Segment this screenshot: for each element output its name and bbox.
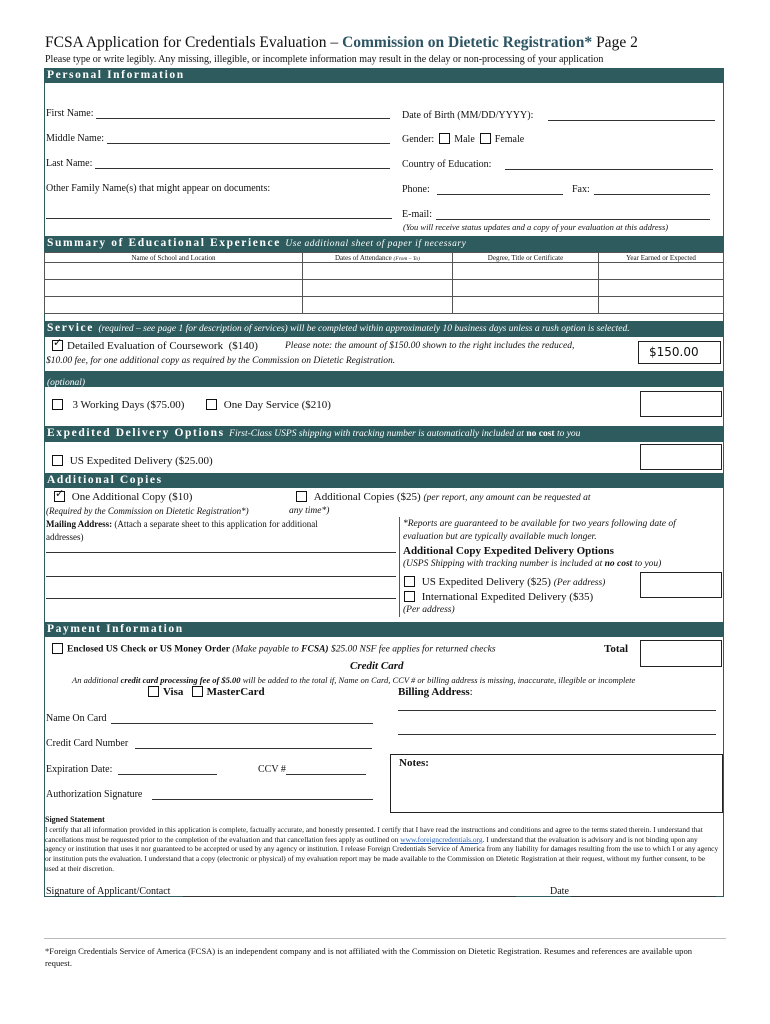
check-checkbox[interactable] xyxy=(52,643,63,654)
one-copy-checkbox[interactable] xyxy=(54,491,65,502)
table-row xyxy=(45,280,724,297)
additional-copies-option[interactable]: Additional Copies ($25) (per report, any amount can be requested at xyxy=(296,491,591,503)
table-row xyxy=(45,297,724,314)
additional-copies-heading: Additional Copies xyxy=(44,473,724,488)
payment-heading: Payment Information xyxy=(44,622,724,637)
service-heading: Service (required – see page 1 for description of services) will be completed within approximately 10 business days unless a rush option is selected. xyxy=(44,321,724,337)
personal-info-heading: Personal Information xyxy=(44,68,724,83)
country-field[interactable] xyxy=(505,169,713,170)
one-copy-note: (Required by the Commission on Dietetic Registration*) xyxy=(46,506,249,516)
expedited-amount-box[interactable] xyxy=(640,444,722,470)
detailed-evaluation-option[interactable]: ✓Detailed Evaluation of Coursework ($140) xyxy=(52,340,258,352)
expiration-field[interactable] xyxy=(118,774,217,775)
notes-box[interactable] xyxy=(390,754,723,813)
copy-intl-expedited-checkbox[interactable] xyxy=(404,591,415,602)
cc-number-label: Credit Card Number xyxy=(46,738,129,749)
name-on-card-field[interactable] xyxy=(111,723,373,724)
billing-address-label: Billing Address: xyxy=(398,686,473,698)
copies-amount-box[interactable] xyxy=(640,572,722,598)
service-amount-box[interactable]: $150.00 xyxy=(638,341,721,364)
date-field[interactable] xyxy=(571,896,716,897)
expedited-heading: Expedited Delivery Options First-Class USPS shipping with tracking number is automatically included at no cost to you xyxy=(44,426,724,442)
one-day-checkbox[interactable] xyxy=(206,399,217,410)
cc-fee-note: An additional credit card processing fee of $5.00 will be added to the total if, Name on Card, CCV # or billing address is missing, inaccurate, illegible or incomplete xyxy=(72,675,636,685)
detailed-note-b: $10.00 fee, for one additional copy as required by the Commission on Dietetic Registration. xyxy=(46,356,396,366)
last-name-field[interactable] xyxy=(95,168,390,169)
other-names-field[interactable] xyxy=(46,218,392,219)
phone-field[interactable] xyxy=(437,194,563,195)
email-note: (You will receive status updates and a copy of your evaluation at this address) xyxy=(403,222,669,232)
ccv-label: CCV # xyxy=(258,764,286,775)
us-expedited-checkbox[interactable] xyxy=(52,455,63,466)
col-year: Year Earned or Expected xyxy=(599,253,724,263)
notes-label: Notes: xyxy=(399,757,429,769)
total-amount-box[interactable] xyxy=(640,640,722,667)
visa-checkbox[interactable] xyxy=(148,686,159,697)
three-day-option[interactable]: 3 Working Days ($75.00) xyxy=(52,399,184,411)
col-dates: Dates of Attendance (From – To) xyxy=(303,253,453,263)
last-name-label: Last Name: xyxy=(46,158,93,169)
table-row xyxy=(45,263,724,280)
education-table xyxy=(44,252,724,314)
middle-name-label: Middle Name: xyxy=(46,133,105,144)
dob-label: Date of Birth (MM/DD/YYYY): xyxy=(402,110,534,121)
billing-line-1[interactable] xyxy=(398,710,716,711)
optional-bar: (optional) xyxy=(44,371,724,387)
ccv-field[interactable] xyxy=(286,774,366,775)
other-names-label: Other Family Name(s) that might appear on documents: xyxy=(46,183,271,194)
email-label: E-mail: xyxy=(402,209,432,220)
mailing-line-2[interactable] xyxy=(46,576,396,577)
fax-field[interactable] xyxy=(594,194,710,195)
one-day-option[interactable]: One Day Service ($210) xyxy=(206,399,331,411)
gender-group: Gender: Male Female xyxy=(402,134,525,145)
auth-signature-label: Authorization Signature xyxy=(46,789,143,800)
footer-note: *Foreign Credentials Service of America (FCSA) is an independent company and is not affiliated with the Commission on Dietetic Registration. Resumes and references are available upon request. xyxy=(45,946,693,968)
auth-signature-field[interactable] xyxy=(152,799,373,800)
three-day-checkbox[interactable] xyxy=(52,399,63,410)
country-label: Country of Education: xyxy=(402,159,492,170)
fcsa-website-link[interactable]: www.foreigncredentials.org xyxy=(400,834,483,844)
one-copy-option[interactable]: ✓ One Additional Copy ($10) xyxy=(54,491,192,503)
cc-number-field[interactable] xyxy=(135,748,372,749)
copy-intl-expedited-option[interactable]: International Expedited Delivery ($35) xyxy=(404,591,593,603)
mailing-line-3[interactable] xyxy=(46,598,396,599)
middle-name-field[interactable] xyxy=(107,143,390,144)
additional-copies-note: any time*) xyxy=(289,506,330,516)
applicant-signature-field[interactable] xyxy=(183,896,516,897)
first-name-label: First Name: xyxy=(46,108,94,119)
applicant-signature-label: Signature of Applicant/Contact xyxy=(46,886,171,897)
mailing-line-1[interactable] xyxy=(46,552,396,553)
copy-expedited-heading: Additional Copy Expedited Delivery Options xyxy=(403,545,614,557)
guarantee-text-b: evaluation but are typically available much longer. xyxy=(403,532,597,542)
page-title: FCSA Application for Credentials Evaluation – Commission on Dietetic Registration* Page 2 xyxy=(45,34,638,51)
copy-us-expedited-option[interactable]: US Expedited Delivery ($25) (Per address) xyxy=(404,576,605,588)
us-expedited-option[interactable]: US Expedited Delivery ($25.00) xyxy=(52,455,213,467)
mastercard-checkbox[interactable] xyxy=(192,686,203,697)
female-checkbox[interactable] xyxy=(480,133,491,144)
date-label: Date xyxy=(550,886,569,897)
copies-divider xyxy=(399,517,400,617)
col-degree: Degree, Title or Certificate xyxy=(453,253,599,263)
total-label: Total xyxy=(604,643,629,655)
first-name-field[interactable] xyxy=(96,118,390,119)
phone-label: Phone: xyxy=(402,184,430,195)
copy-expedited-note: (USPS Shipping with tracking number is included at no cost to you) xyxy=(403,559,662,569)
education-heading: Summary of Educational Experience Use additional sheet of paper if necessary xyxy=(44,236,724,252)
email-field[interactable] xyxy=(436,219,710,220)
dob-field[interactable] xyxy=(548,120,715,121)
expiration-label: Expiration Date: xyxy=(46,764,113,775)
detailed-checkbox[interactable] xyxy=(52,340,63,351)
detailed-note-a: Please note: the amount of $150.00 shown to the right includes the reduced, xyxy=(285,341,575,351)
rush-amount-box[interactable] xyxy=(640,391,722,417)
mailing-address-note: addresses) xyxy=(46,532,84,542)
guarantee-text-a: *Reports are guaranteed to be available for two years following date of xyxy=(403,519,676,529)
instruction-text: Please type or write legibly. Any missing, illegible, or incomplete information may result in the delay or non-processing of your application xyxy=(45,54,604,65)
name-on-card-label: Name On Card xyxy=(46,713,107,724)
billing-line-2[interactable] xyxy=(398,734,716,735)
credit-card-heading: Credit Card xyxy=(350,660,404,672)
signed-statement-heading: Signed Statement xyxy=(45,815,105,824)
signed-statement-text: I certify that all information provided in this application is complete, factually accurate, and honestly presented. I certify that I have read the instructions and conditions and agree to the terms stated therein. I understand that cancellations must be requested prior to the completion of the evaluation and that cancellation fees apply as outlined on www.foreigncredentials.org. I understand that the evaluation is advisory and is not binding upon any agency or institution that uses it nor guaranteed to be accepted or used by any agency or institution. I release Foreign Credentials Service of America from any liability for damages resulting from the use to which I or any agency or institution puts the evaluation. I understand that a copy (electronic or physical) of my evaluation report may be made available to the Commission on Dietetic Registration at their request, without my further consent, to be used at their discretion. xyxy=(45,825,719,873)
copy-us-expedited-checkbox[interactable] xyxy=(404,576,415,587)
card-type-group: Visa MasterCard xyxy=(148,686,265,698)
male-checkbox[interactable] xyxy=(439,133,450,144)
additional-copies-checkbox[interactable] xyxy=(296,491,307,502)
check-option[interactable]: Enclosed US Check or US Money Order (Make payable to FCSA) $25.00 NSF fee applies for returned checks xyxy=(52,644,496,655)
fax-label: Fax: xyxy=(572,184,590,195)
mailing-address-label: Mailing Address: (Attach a separate sheet to this application for additional xyxy=(46,519,318,529)
col-school: Name of School and Location xyxy=(45,253,303,263)
footer-divider xyxy=(44,938,726,939)
copy-intl-note: (Per address) xyxy=(403,605,455,615)
